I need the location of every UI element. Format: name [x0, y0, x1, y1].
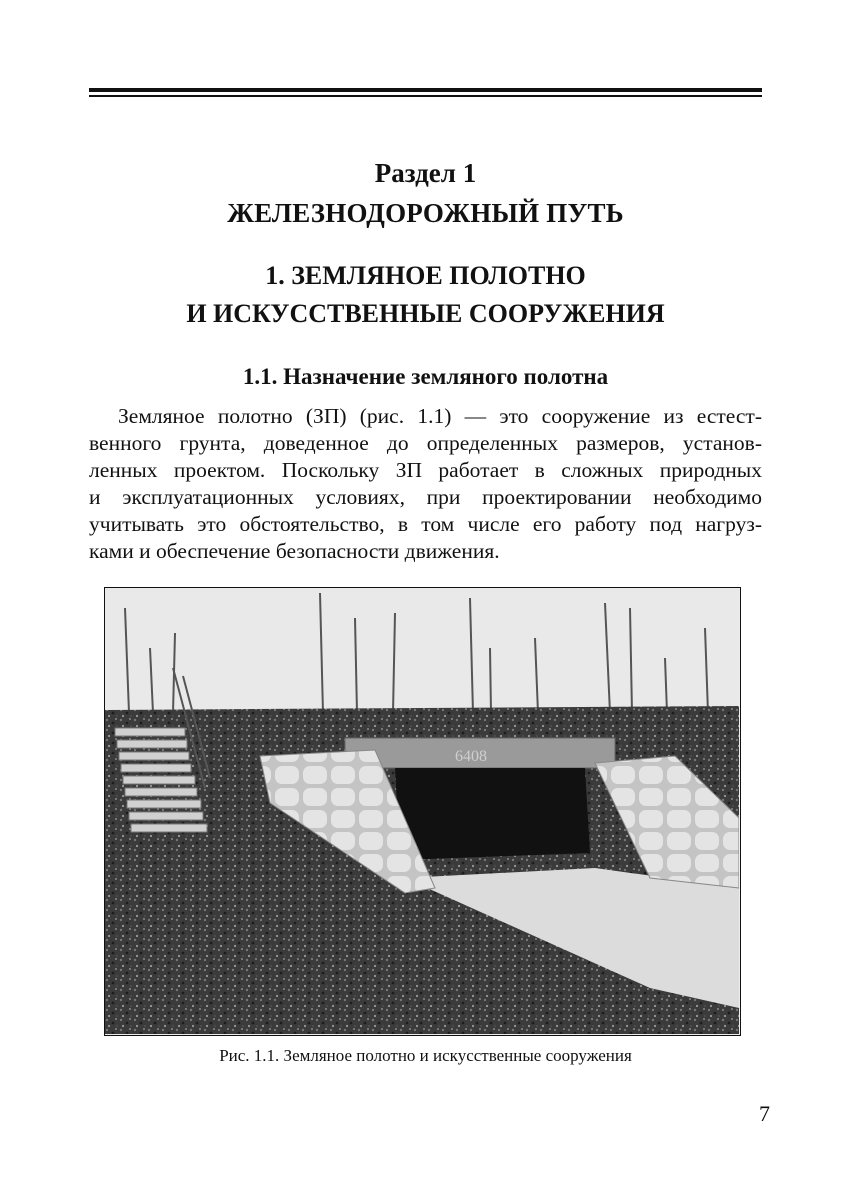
page-number: 7 — [759, 1101, 770, 1126]
paragraph-line: ками и обеспечение безопасности движения. — [89, 539, 500, 563]
figure-photo-culvert — [104, 587, 741, 1036]
section-title: ЖЕЛЕЗНОДОРОЖНЫЙ ПУТЬ — [227, 198, 624, 228]
figure-caption: Рис. 1.1. Земляное полотно и искусственные сооружения — [219, 1046, 632, 1065]
section-label: Раздел 1 — [374, 158, 477, 188]
paragraph-line: венного грунта, доведенное до определенных размеров, установ- — [89, 431, 762, 455]
header-rule-thick — [89, 88, 762, 92]
paragraph-line: Земляное полотно (ЗП) (рис. 1.1) — это сооружение из естест- — [118, 404, 762, 428]
paragraph-line: и эксплуатационных условиях, при проектировании необходимо — [89, 485, 762, 509]
culvert-marking: 6408 — [455, 748, 487, 765]
chapter-title-line-1: 1. ЗЕМЛЯНОЕ ПОЛОТНО — [265, 261, 586, 290]
paragraph-line: ленных проектом. Поскольку ЗП работает в сложных природных — [89, 458, 762, 482]
subsection-heading: 1.1. Назначение земляного полотна — [242, 364, 609, 389]
paragraph-line: учитывать это обстоятельство, в том числе его работу под нагруз- — [89, 512, 762, 536]
chapter-title-line-2: И ИСКУССТВЕННЫЕ СООРУЖЕНИЯ — [186, 299, 665, 328]
header-rule-thin — [89, 95, 762, 97]
